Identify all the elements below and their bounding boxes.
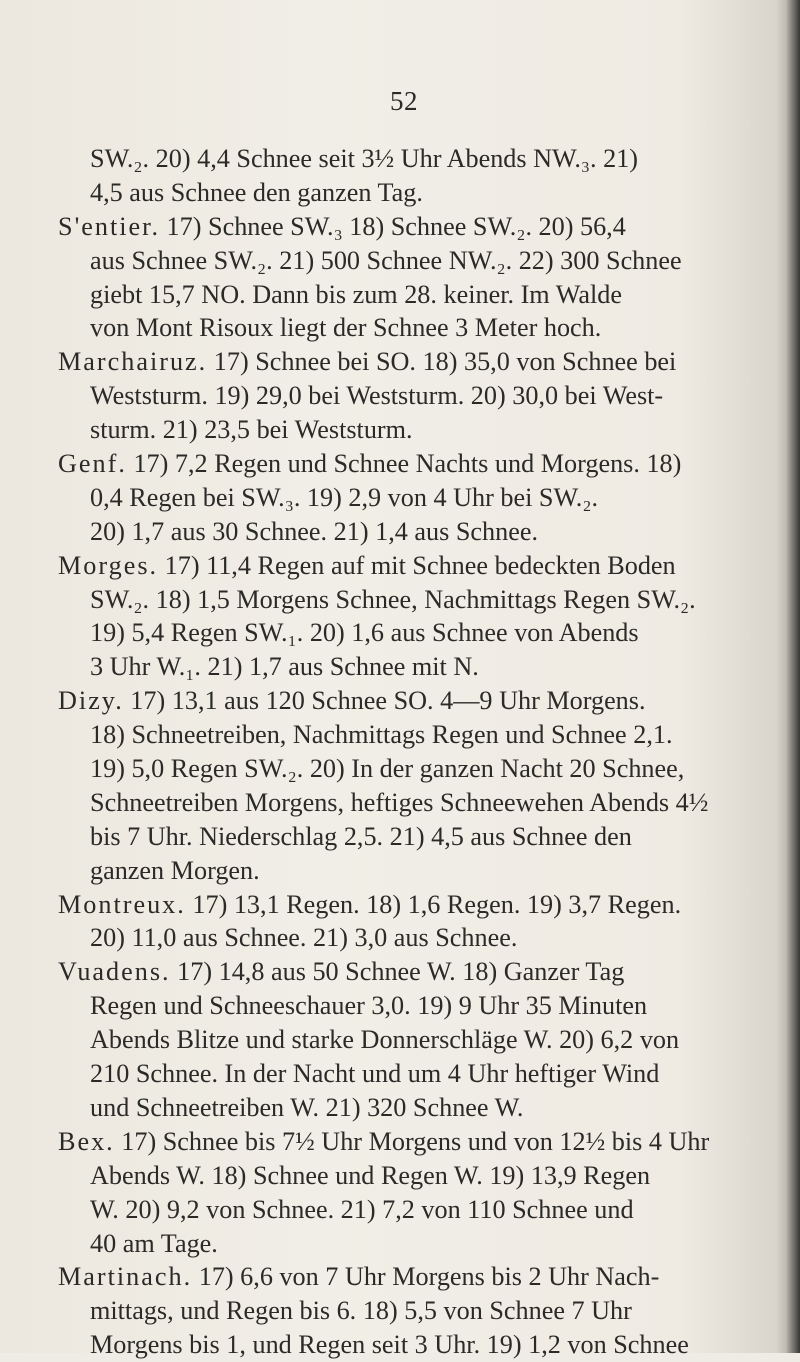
text-line: Abends W. 18) Schnee und Regen W. 19) 13,9 Regen xyxy=(90,1160,651,1190)
entry-montreux xyxy=(58,888,778,956)
text-line: Schneetreiben Morgens, heftiges Schneewehen Abends 4½ xyxy=(90,787,709,817)
text-line: 19) 5,0 Regen SW.₂. 20) In der ganzen Nacht 20 Schnee, xyxy=(90,754,685,784)
text-line: 17) 6,6 von 7 Uhr Morgens bis 2 Uhr Nach- xyxy=(192,1262,660,1292)
text-line: 17) 7,2 Regen und Schnee Nachts und Morgens. 18) xyxy=(126,449,682,479)
place-name: Genf. xyxy=(58,449,127,479)
text-line: bis 7 Uhr. Niederschlag 2,5. 21) 4,5 aus Schnee den xyxy=(90,821,632,851)
text-line: Morgens bis 1, und Regen seit 3 Uhr. 19) 1,2 von Schnee xyxy=(90,1330,689,1360)
text-line: 20) 11,0 aus Schnee. 21) 3,0 aus Schnee. xyxy=(90,923,518,953)
text-line: Regen und Schneeschauer 3,0. 19) 9 Uhr 35 Minuten xyxy=(90,991,648,1021)
text-line: 17) 14,8 aus 50 Schnee W. 18) Ganzer Tag xyxy=(170,957,625,987)
text-line: von Mont Risoux liegt der Schnee 3 Meter hoch. xyxy=(90,313,602,343)
text-line: 17) Schnee bis 7½ Uhr Morgens und von 12½ bis 4 Uhr xyxy=(114,1126,710,1156)
entry-vuadens xyxy=(58,955,778,1124)
text-line: sturm. 21) 23,5 bei Weststurm. xyxy=(90,415,413,445)
entry-genf xyxy=(58,447,778,549)
text-line: giebt 15,7 NO. Dann bis zum 28. keiner. Im Walde xyxy=(90,279,622,309)
place-name: Dizy. xyxy=(58,686,124,716)
entry-marchairuz xyxy=(58,345,778,447)
text-line: 40 am Tage. xyxy=(90,1228,218,1258)
text-line: 4,5 aus Schnee den ganzen Tag. xyxy=(90,177,423,207)
place-name: Vuadens. xyxy=(58,957,171,987)
text-line: und Schneetreiben W. 21) 320 Schnee W. xyxy=(90,1092,524,1122)
text-line: aus Schnee SW.₂. 21) 500 Schnee NW.₂. 22) 300 Schnee xyxy=(90,245,682,275)
place-name: Marchairuz. xyxy=(58,347,208,377)
page-number: 52 xyxy=(390,86,418,116)
text-line: ganzen Morgen. xyxy=(90,855,260,885)
text-line: Abends Blitze und starke Donnerschläge W. 20) 6,2 von xyxy=(90,1025,680,1055)
text-line: 18) Schneetreiben, Nachmittags Regen und Schnee 2,1. xyxy=(90,720,673,750)
entry-morges xyxy=(58,549,778,685)
text-line: 17) 13,1 Regen. 18) 1,6 Regen. 19) 3,7 Regen. xyxy=(185,889,682,919)
place-name: Bex. xyxy=(58,1126,115,1156)
text-line: 17) 13,1 aus 120 Schnee SO. 4—9 Uhr Morgens. xyxy=(123,686,646,716)
text-line: 17) Schnee bei SO. 18) 35,0 von Schnee bei xyxy=(207,347,677,377)
entry-dizy xyxy=(58,684,778,887)
text-line: 19) 5,4 Regen SW.₁. 20) 1,6 aus Schnee von Abends xyxy=(90,618,639,648)
entry-bex xyxy=(58,1125,778,1261)
text-line: 20) 1,7 aus 30 Schnee. 21) 1,4 aus Schnee. xyxy=(90,516,539,546)
entry-continuation xyxy=(58,142,778,210)
text-line: W. 20) 9,2 von Schnee. 21) 7,2 von 110 Schnee und xyxy=(90,1194,634,1224)
text-line: 3 Uhr W.₁. 21) 1,7 aus Schnee mit N. xyxy=(90,652,479,682)
page-edge-shadow xyxy=(786,0,800,1353)
entry-sentier xyxy=(58,210,778,346)
text-line: Weststurm. 19) 29,0 bei Weststurm. 20) 30,0 bei West- xyxy=(90,381,664,411)
text-line: 17) 11,4 Regen auf mit Schnee bedeckten Boden xyxy=(158,550,676,580)
entry-martinach xyxy=(58,1260,778,1362)
text-line: SW.₂. 18) 1,5 Morgens Schnee, Nachmittags Regen SW.₂. xyxy=(90,584,696,614)
place-name: Morges. xyxy=(58,550,159,580)
place-name: Montreux. xyxy=(58,889,186,919)
text-line: 17) Schnee SW.₃ 18) Schnee SW.₂. 20) 56,4 xyxy=(160,211,626,241)
text-line: SW.₂. 20) 4,4 Schnee seit 3½ Uhr Abends NW.₃. 21) xyxy=(90,144,639,173)
text-line: mittags, und Regen bis 6. 18) 5,5 von Schnee 7 Uhr xyxy=(90,1296,632,1326)
text-line: 0,4 Regen bei SW.₃. 19) 2,9 von 4 Uhr bei SW.₂. xyxy=(90,482,599,512)
station-reports xyxy=(58,142,778,1362)
place-name: Martinach. xyxy=(58,1262,193,1292)
place-name: S'entier. xyxy=(58,211,160,241)
text-line: 210 Schnee. In der Nacht und um 4 Uhr heftiger Wind xyxy=(90,1059,660,1089)
